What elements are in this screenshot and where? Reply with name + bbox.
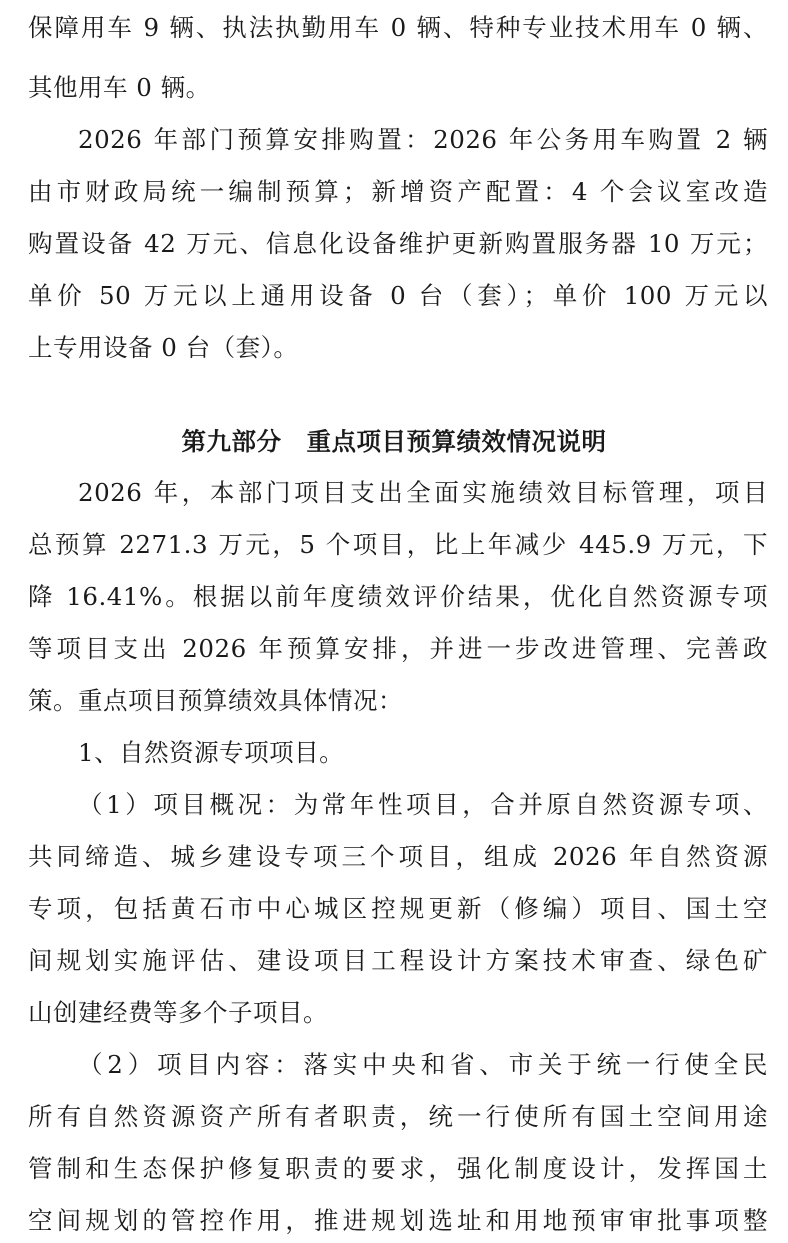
- paragraph-line: 2026 年，本部门项目支出全面实施绩效目标管理，项目: [78, 478, 768, 507]
- paragraph-line: 降 16.41%。根据以前年度绩效评价结果，优化自然资源专项: [28, 582, 768, 611]
- paragraph-line: 保障用车 9 辆、执法执勤用车 0 辆、特种专业技术用车 0 辆、: [28, 13, 768, 42]
- paragraph-line: 共同缔造、城乡建设专项三个项目，组成 2026 年自然资源: [28, 842, 768, 871]
- paragraph-line: 空间规划的管控作用，推进规划选址和用地预审审批事项整: [28, 1206, 768, 1235]
- paragraph-line: 2026 年部门预算安排购置：2026 年公务用车购置 2 辆: [78, 125, 768, 154]
- paragraph-line: 总预算 2271.3 万元，5 个项目，比上年减少 445.9 万元，下: [28, 530, 768, 559]
- paragraph-line: 管制和生态保护修复职责的要求，强化制度设计，发挥国土: [28, 1154, 768, 1183]
- paragraph-line: 上专用设备 0 台（套）。: [28, 333, 299, 362]
- section-heading: 第九部分 重点项目预算绩效情况说明: [181, 427, 607, 456]
- paragraph-line: 等项目支出 2026 年预算安排，并进一步改进管理、完善政: [28, 634, 768, 663]
- paragraph-line: 策。重点项目预算绩效具体情况：: [28, 686, 403, 715]
- paragraph-line: 其他用车 0 辆。: [28, 73, 211, 102]
- paragraph-line: 专项，包括黄石市中心城区控规更新（修编）项目、国土空: [28, 894, 768, 923]
- paragraph-line: 单价 50 万元以上通用设备 0 台（套）；单价 100 万元以: [28, 281, 768, 310]
- paragraph-line: 由市财政局统一编制预算；新增资产配置：4 个会议室改造: [28, 177, 768, 206]
- paragraph-line: （1）项目概况：为常年性项目，合并原自然资源专项、: [78, 790, 768, 819]
- paragraph-line: 购置设备 42 万元、信息化设备维护更新购置服务器 10 万元；: [28, 229, 768, 258]
- paragraph-line: 间规划实施评估、建设项目工程设计方案技术审查、绿色矿: [28, 946, 768, 975]
- paragraph-line: 所有自然资源资产所有者职责，统一行使所有国土空间用途: [28, 1102, 768, 1131]
- list-item-heading: 1、自然资源专项项目。: [78, 738, 345, 767]
- paragraph-line: 山创建经费等多个子项目。: [28, 998, 328, 1027]
- paragraph-line: （2）项目内容：落实中央和省、市关于统一行使全民: [78, 1050, 768, 1079]
